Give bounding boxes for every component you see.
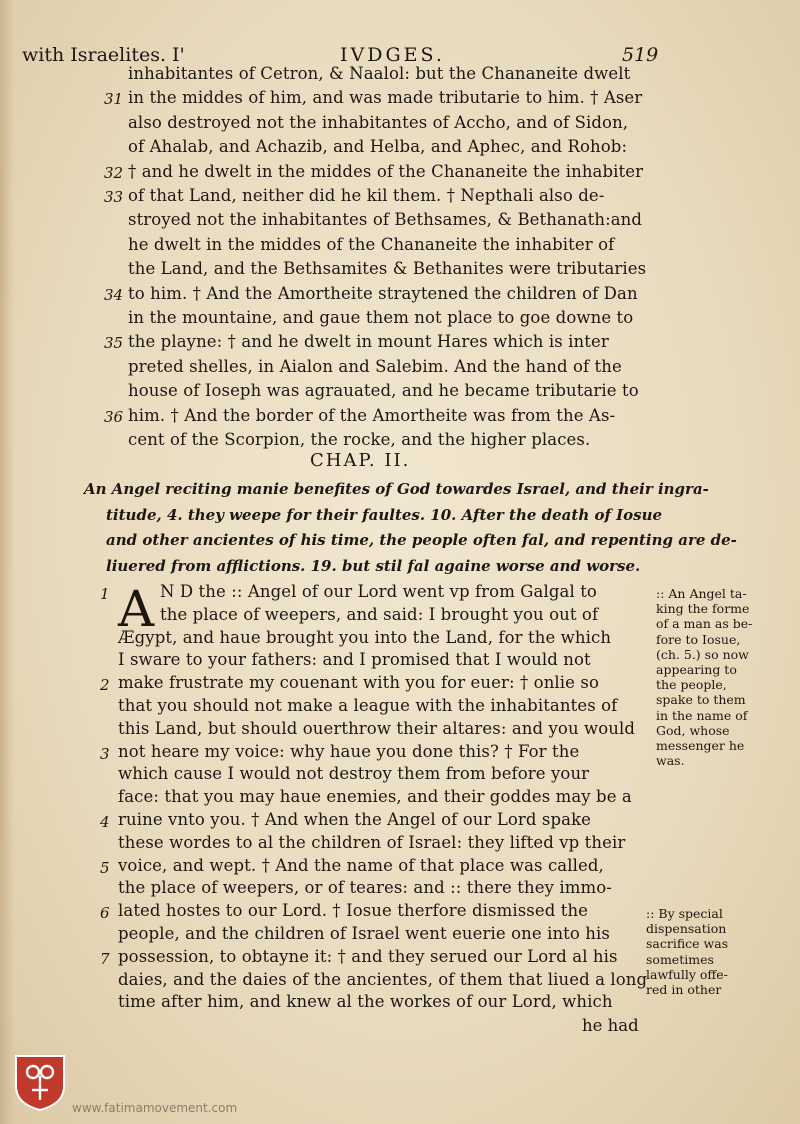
text-line: cent of the Scorpion, the rocke, and the higher places. xyxy=(128,430,591,449)
catchword: he had xyxy=(582,1016,639,1035)
text-line: ruine vnto you. † And when the Angel of our Lord spake xyxy=(118,810,592,829)
verse-number: 4 xyxy=(100,813,110,831)
text-line: Ægypt, and haue brought you into the Land, for the which xyxy=(118,627,612,647)
text-line: time after him, and knew al the workes of our Lord, which xyxy=(118,992,613,1012)
margin-note-line: of a man as be- xyxy=(656,616,753,632)
text-line: in the middes of him, and was made tributarie to him. † Aser xyxy=(128,88,643,108)
drop-cap: A xyxy=(118,580,155,638)
text-line: these wordes to al the children of Israel: they lifted vp their xyxy=(118,832,626,852)
margin-note-line: sometimes xyxy=(646,951,714,967)
text-line: make frustrate my couenant with you for euer: † onlie so xyxy=(118,673,599,693)
text-line: he dwelt in the middes of the Chananeite the inhabiter of xyxy=(128,234,615,254)
margin-note-line: the people, xyxy=(656,677,727,693)
margin-note-line: dispensation xyxy=(646,921,727,937)
verse-number: 33 xyxy=(104,188,124,206)
verse-number: 1 xyxy=(100,585,110,603)
text-line: which cause I would not destroy them from before your xyxy=(118,764,590,784)
argument-line: and other ancientes of his time, the people often fal, and repenting are de- xyxy=(106,531,737,549)
text-line: house of Ioseph was agrauated, and he became tributarie to xyxy=(128,381,639,401)
text-line: † and he dwelt in the middes of the Chananeite the inhabiter xyxy=(128,161,644,181)
margin-note-line: appearing to xyxy=(656,662,737,677)
text-line: the playne: † and he dwelt in mount Hares which is inter xyxy=(128,332,609,352)
text-line: stroyed not the inhabitantes of Bethsames, & Bethanath:and xyxy=(128,210,643,230)
text-line: in the mountaine, and gaue them not place to goe downe to xyxy=(128,308,634,327)
text-line: I sware to your fathers: and I promised that I would not xyxy=(118,650,591,670)
text-line: of that Land, neither did he kil them. † Nepthali also de- xyxy=(128,186,605,205)
margin-note-line: :: An Angel ta- xyxy=(656,586,747,601)
margin-note-line: in the name of xyxy=(656,707,748,723)
text-line: him. † And the border of the Amortheite was from the As- xyxy=(128,405,616,425)
website-link[interactable]: www.fatimamovement.com xyxy=(72,1101,238,1115)
argument-line: liuered from afflictions. 19. but stil fal againe worse and worse. xyxy=(106,556,641,575)
text-line: people, and the children of Israel went euerie one into his xyxy=(118,924,610,943)
argument-line: titude, 4. they weepe for their faultes. 10. After the death of Iosue xyxy=(106,505,663,524)
margin-note-line: fore to Iosue, xyxy=(656,631,741,647)
text-line: lated hostes to our Lord. † Iosue therfore dismissed the xyxy=(118,901,589,921)
margin-note-line: king the forme xyxy=(656,601,750,617)
verse-number: 7 xyxy=(100,949,110,968)
margin-note-line: sacrifice was xyxy=(646,936,729,952)
text-line: of Ahalab, and Achazib, and Helba, and Aphec, and Rohob: xyxy=(128,137,628,157)
margin-note-line: :: By special xyxy=(646,906,723,921)
text-line: the place of weepers, or of teares: and :: there they immo- xyxy=(118,878,612,898)
verse-number: 2 xyxy=(100,676,110,695)
verse-number: 6 xyxy=(100,904,110,923)
margin-note-line: lawfully offe- xyxy=(646,966,728,982)
page-number: 519 xyxy=(622,44,659,66)
text-line: inhabitantes of Cetron, & Naalol: but the Chananeite dwelt xyxy=(128,64,631,83)
text-line: N D the :: Angel of our Lord went vp from Galgal to xyxy=(160,582,597,601)
text-line: possession, to obtayne it: † and they serued our Lord al his xyxy=(118,946,618,966)
verse-number: 3 xyxy=(100,744,110,763)
text-line: not heare my voice: why haue you done this? † For the xyxy=(118,741,580,761)
margin-note-line: God, whose xyxy=(656,722,730,738)
text-line: daies, and the daies of the ancientes, of them that liued a long xyxy=(118,969,648,989)
text-line: to him. † And the Amortheite straytened the children of Dan xyxy=(128,283,638,303)
fatima-seal-icon xyxy=(12,1052,68,1112)
argument-line: An Angel reciting manie benefites of God towardes Israel, and their ingra- xyxy=(84,480,709,498)
text-line: also destroyed not the inhabitantes of Accho, and of Sidon, xyxy=(128,112,629,132)
text-line: preted shelles, in Aialon and Salebim. And the hand of the xyxy=(128,356,622,376)
text-line: that you should not make a league with the inhabitantes of xyxy=(118,696,618,715)
verse-number: 34 xyxy=(104,285,124,304)
running-header-title: IVDGES. xyxy=(340,44,445,66)
text-line: this Land, but should ouerthrow their altares: and you would xyxy=(118,718,636,738)
verse-number: 35 xyxy=(104,334,124,353)
margin-note-line: spake to them xyxy=(656,692,746,708)
page-edge-shadow xyxy=(0,0,14,1124)
chapter-heading: CHAP. II. xyxy=(310,450,411,471)
margin-note-line: messenger he xyxy=(656,738,745,753)
verse-number: 36 xyxy=(104,407,124,426)
running-header-left: with Israelites. I' xyxy=(22,44,185,66)
verse-number: 31 xyxy=(104,90,124,109)
margin-note-line: was. xyxy=(656,753,685,769)
text-line: the Land, and the Bethsamites & Bethanites were tributaries xyxy=(128,259,647,279)
text-line: face: that you may haue enemies, and their goddes may be a xyxy=(118,787,632,807)
text-line: the place of weepers, and said: I brought you out of xyxy=(160,604,599,624)
text-line: voice, and wept. † And the name of that place was called, xyxy=(118,855,604,875)
margin-note-line: (ch. 5.) so now xyxy=(656,646,749,662)
verse-number: 32 xyxy=(104,163,124,182)
margin-note-line: red in other xyxy=(646,982,722,997)
verse-number: 5 xyxy=(100,858,110,877)
